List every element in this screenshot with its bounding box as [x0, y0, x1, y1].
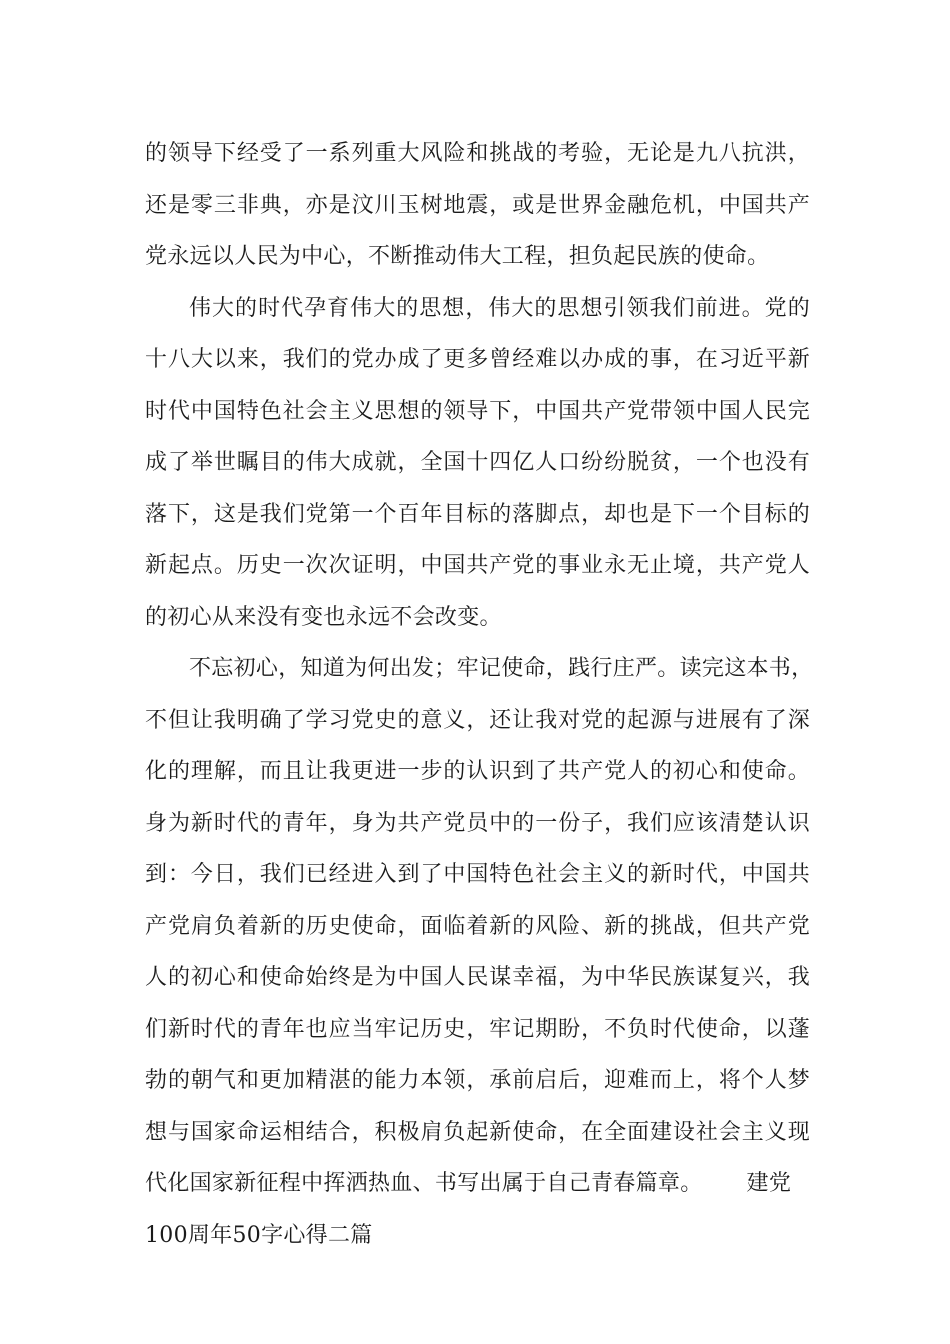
- text-line: 新起点。历史一次次证明，中国共产党的事业永无止境，共产党人: [145, 553, 810, 578]
- text-line: 还是零三非典，亦是汶川玉树地震，或是世界金融危机，中国共产: [145, 192, 810, 218]
- text-line: 到：今日，我们已经进入到了中国特色社会主义的新时代，中国共: [145, 862, 810, 887]
- text-line: 的领导下经受了一系列重大风险和挑战的考验，无论是九八抗洪，: [145, 141, 810, 166]
- next-title-start: 建党: [746, 1171, 792, 1196]
- text-line: 化的理解，而且让我更进一步的认识到了共产党人的初心和使命。: [145, 759, 810, 784]
- text-line: 代化国家新征程中挥洒热血、书写出属于自己青春篇章。: [145, 1171, 703, 1196]
- text-line-with-heading: [145, 1158, 810, 1210]
- text-line: 十八大以来，我们的党办成了更多曾经难以办成的事，在习近平新: [145, 347, 810, 372]
- text-line: 不但让我明确了学习党史的意义，还让我对党的起源与进展有了深: [145, 707, 810, 733]
- text-line: 成了举世瞩目的伟大成就，全国十四亿人口纷纷脱贫，一个也没有: [145, 450, 810, 475]
- text-line: 落下，这是我们党第一个百年目标的落脚点，却也是下一个目标的: [145, 501, 810, 527]
- text-line: 时代中国特色社会主义思想的领导下，中国共产党带领中国人民完: [145, 398, 810, 424]
- text-line: 们新时代的青年也应当牢记历史，牢记期盼，不负时代使命，以蓬: [145, 1016, 810, 1042]
- text-line: 想与国家命运相结合，积极肩负起新使命，在全面建设社会主义现: [145, 1119, 810, 1145]
- paragraph-first-line: 不忘初心，知道为何出发；牢记使命，践行庄严。读完这本书，: [189, 656, 814, 681]
- text-line: 勃的朝气和更加精湛的能力本领，承前启后，迎难而上，将个人梦: [145, 1068, 810, 1093]
- text-line: 的初心从来没有变也永远不会改变。: [145, 604, 502, 630]
- next-title-end: 100周年50字心得二篇: [145, 1222, 373, 1248]
- text-line: 人的初心和使命始终是为中国人民谋幸福，为中华民族谋复兴，我: [145, 965, 810, 990]
- text-line: 身为新时代的青年，身为共产党员中的一份子，我们应该清楚认识: [145, 810, 810, 836]
- text-line: 产党肩负着新的历史使命，面临着新的风险、新的挑战，但共产党: [145, 913, 810, 939]
- paragraph-first-line: 伟大的时代孕育伟大的思想，伟大的思想引领我们前进。党的: [189, 295, 810, 321]
- body-text: [145, 128, 814, 1261]
- text-line: 党永远以人民为中心，不断推动伟大工程，担负起民族的使命。: [145, 244, 770, 269]
